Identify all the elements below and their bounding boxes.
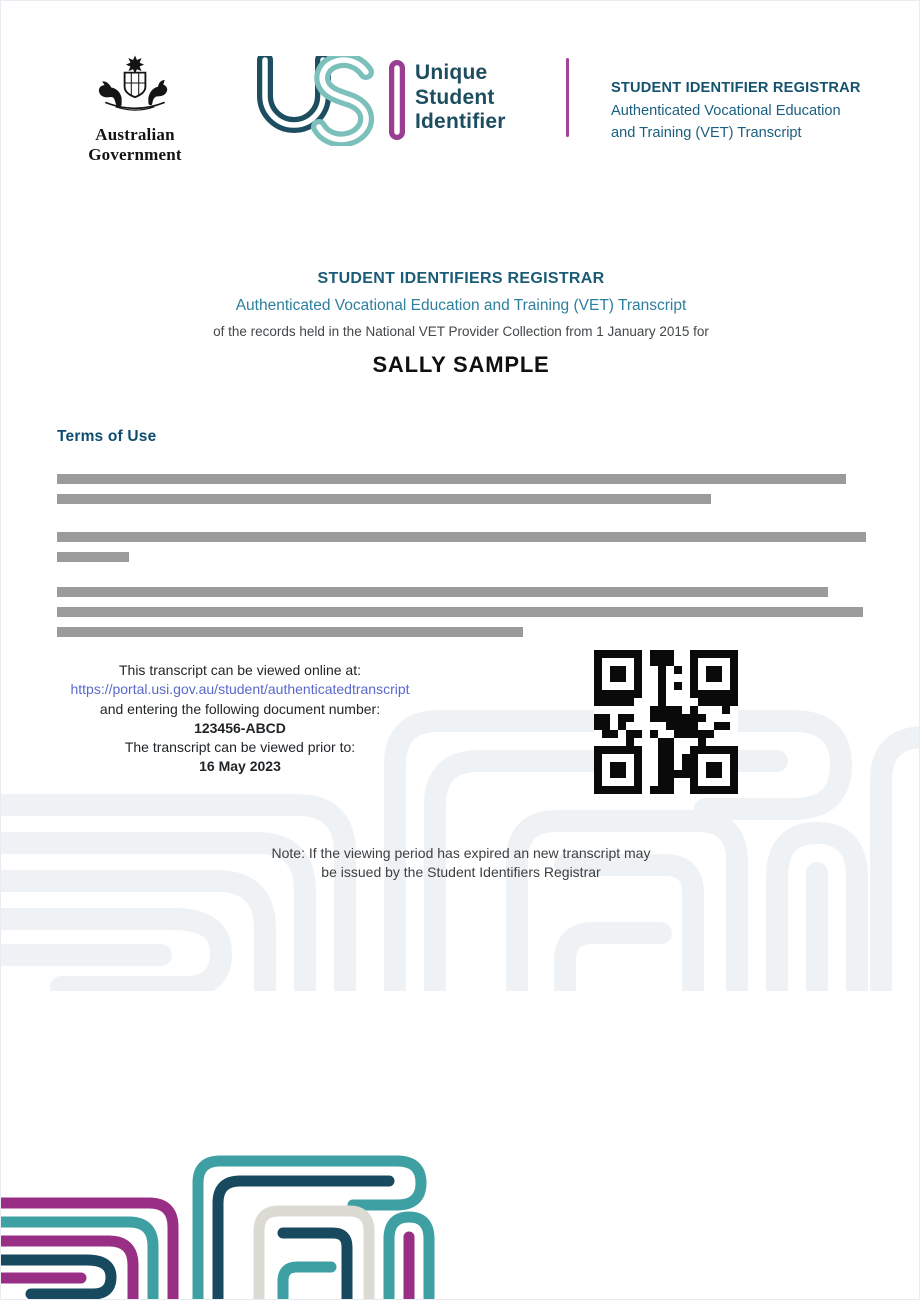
viewing-line5: The transcript can be viewed prior to: [124,739,356,756]
document-subheading: Authenticated Vocational Education and Training (VET) Transcript [235,297,687,314]
usi-wordmark-line: Unique [415,61,488,84]
coat-of-arms-icon [83,49,187,123]
usi-wordmark [415,61,506,135]
registrar-header [611,80,861,144]
viewing-info [57,661,423,777]
redacted-text-bar [57,532,866,542]
document-number: 123456-ABCD [194,719,286,736]
document-heading: STUDENT IDENTIFIERS REGISTRAR [317,270,605,287]
expiry-note [1,844,920,882]
usi-wordmark-line: Identifier [415,110,506,133]
registrar-subtitle-line1: Authenticated Vocational Education [611,103,841,119]
registrar-subtitle-line2: and Training (VET) Transcript [611,124,802,141]
redacted-text-bar [57,494,711,504]
usi-logo-icon [255,56,415,151]
student-name: SALLY SAMPLE [372,352,550,377]
redacted-text-bar [57,607,863,617]
expiry-note-line1: Note: If the viewing period has expired an new transcript may [271,845,651,861]
qr-code [594,650,738,794]
viewing-line1: This transcript can be viewed online at: [118,662,361,678]
viewing-line3: and entering the following document number: [99,700,381,717]
crest-label: Australian Government [88,125,182,164]
terms-of-use-heading: Terms of Use [57,428,157,445]
registrar-title: STUDENT IDENTIFIER REGISTRAR [611,80,861,96]
usi-wordmark-line: Student [415,85,495,109]
redacted-text-bar [57,474,846,484]
redacted-text-bar [57,627,523,637]
header-divider [566,58,569,137]
redacted-text-bar [57,587,828,597]
australian-government-crest [51,45,219,165]
transcript-url-link[interactable]: https://portal.usi.gov.au/student/authenticatedtranscript [70,681,410,698]
usi-maze-logo [1,1151,461,1299]
expiry-note-line2: be issued by the Student Identifiers Registrar [321,864,601,880]
redacted-text-bar [57,552,129,562]
expiry-date: 16 May 2023 [199,758,281,775]
document-description: of the records held in the National VET Provider Collection from 1 January 2015 for [213,324,709,339]
